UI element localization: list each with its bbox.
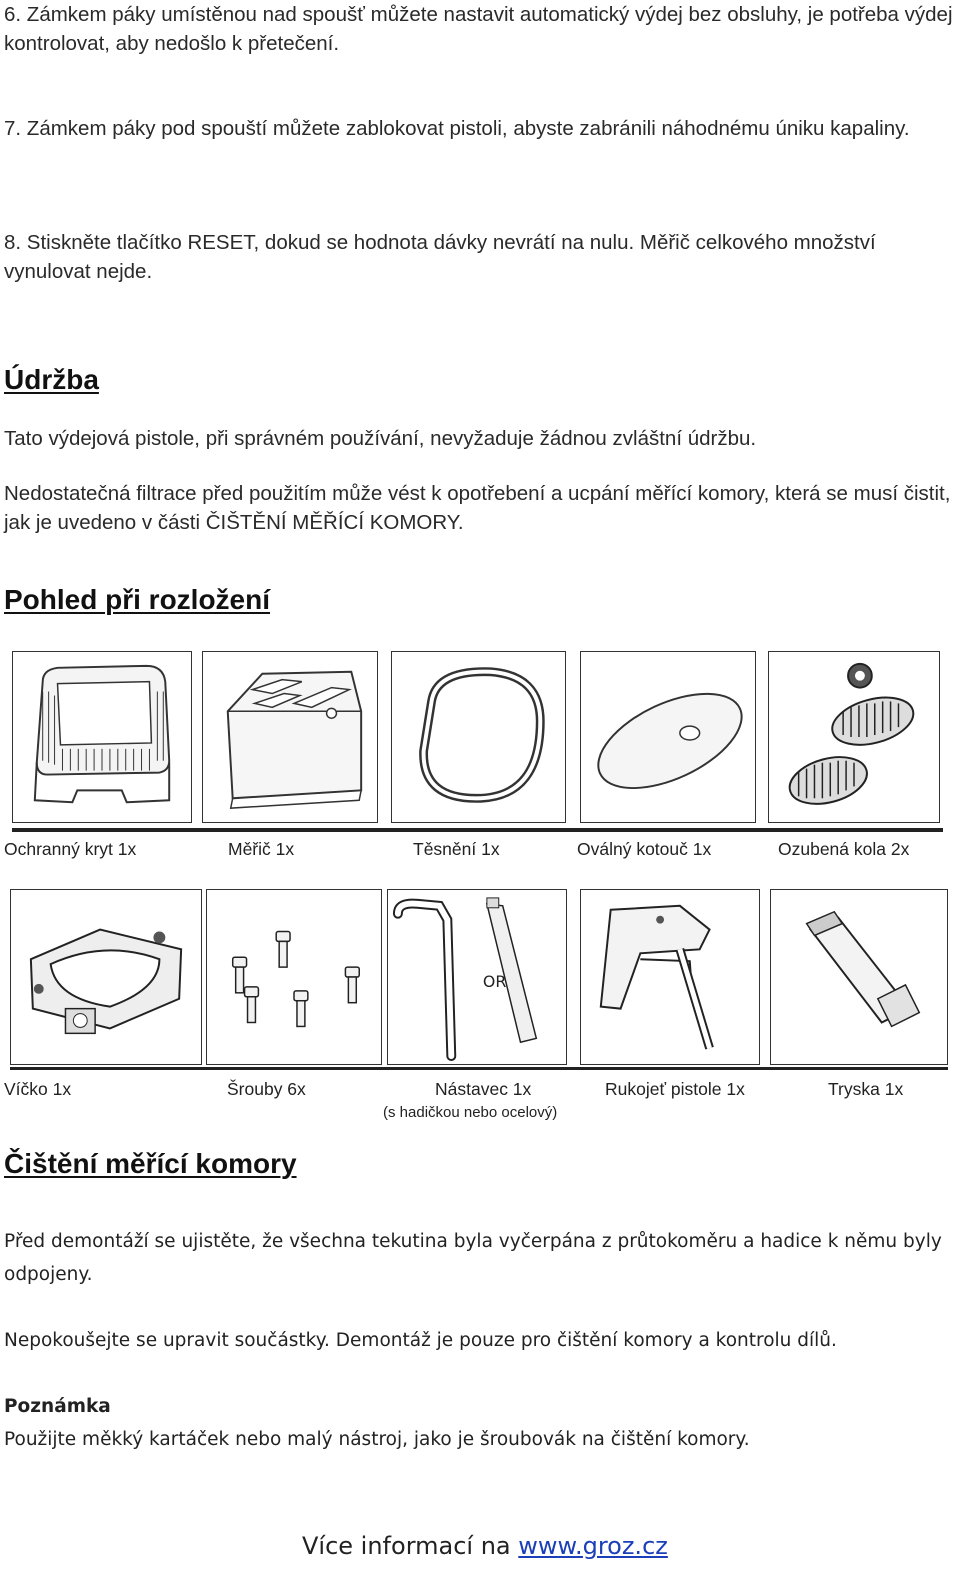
part-image-gears xyxy=(768,651,940,823)
protective-cover-icon xyxy=(13,652,191,822)
part-image-gun-handle xyxy=(580,889,760,1065)
footer-prefix: Více informací na xyxy=(302,1532,519,1560)
oval-disc-icon xyxy=(581,652,755,822)
caption-extension-note: (s hadičkou nebo ocelový) xyxy=(383,1104,558,1121)
maintenance-heading: Údržba xyxy=(4,364,99,395)
meter-icon xyxy=(203,652,377,822)
part-image-oval-disc xyxy=(580,651,756,823)
nozzle-icon xyxy=(771,890,947,1064)
instruction-item-6: 6. Zámkem páky umístěnou nad spoušť můžete nastavit automatický výdej bez obsluhy, je potřeba výdej kontrolovat, aby nedošlo k přetečení. xyxy=(4,3,953,55)
caption-oval-disc: Oválný kotouč 1x xyxy=(577,839,712,859)
caption-gun-handle: Rukojeť pistole 1x xyxy=(605,1079,745,1099)
maintenance-text-1: Tato výdejová pistole, při správném používání, nevyžaduje žádnou zvláštní údržbu. xyxy=(4,427,757,450)
footer-link[interactable]: www.groz.cz xyxy=(518,1532,668,1560)
part-image-nozzle xyxy=(770,889,948,1065)
part-image-meter xyxy=(202,651,378,823)
cap-icon xyxy=(11,890,201,1064)
part-image-gasket xyxy=(391,651,566,823)
caption-extension: Nástavec 1x xyxy=(435,1079,532,1099)
gasket-icon xyxy=(392,652,565,822)
instruction-item-8: 8. Stiskněte tlačítko RESET, dokud se hodnota dávky nevrátí na nulu. Měřič celkového množství vynulovat nejde. xyxy=(4,231,876,283)
caption-meter: Měřič 1x xyxy=(228,839,295,859)
extension-icon xyxy=(388,890,566,1064)
note-text: Použijte měkký kartáček nebo malý nástroj, jako je šroubovák na čištění komory. xyxy=(4,1429,750,1450)
gun-handle-icon xyxy=(581,890,759,1064)
caption-screws: Šrouby 6x xyxy=(227,1079,306,1099)
caption-gears: Ozubená kola 2x xyxy=(778,839,910,859)
row-2-divider xyxy=(10,1067,948,1070)
cleaning-text-1: Před demontáží se ujistěte, že všechna tekutina byla vyčerpána z průtokoměru a hadice k němu byly odpojeny. xyxy=(4,1231,942,1285)
footer xyxy=(302,1532,668,1560)
maintenance-text-2: Nedostatečná filtrace před použitím může vést k opotřebení a ucpání měřící komory, která se musí čistit, jak je uvedeno v části ČIŠTĚNÍ MĚŘÍCÍ KOMORY. xyxy=(4,482,951,534)
instruction-item-7: 7. Zámkem páky pod spouští můžete zablokovat pistoli, abyste zabránili náhodnému úniku kapaliny. xyxy=(4,117,910,140)
part-image-screws xyxy=(206,889,382,1065)
screws-icon xyxy=(207,890,381,1064)
cleaning-heading: Čištění měřící komory xyxy=(4,1148,297,1179)
caption-nozzle: Tryska 1x xyxy=(828,1079,904,1099)
gears-icon xyxy=(769,652,939,822)
part-image-protective-cover xyxy=(12,651,192,823)
caption-cap: Víčko 1x xyxy=(4,1079,72,1099)
caption-gasket: Těsnění 1x xyxy=(413,839,500,859)
or-label: OR xyxy=(482,971,507,991)
caption-protective-cover: Ochranný kryt 1x xyxy=(4,839,137,859)
part-image-cap xyxy=(10,889,202,1065)
cleaning-text-2: Nepokoušejte se upravit součástky. Demontáž je pouze pro čištění komory a kontrolu dílů. xyxy=(4,1330,837,1351)
exploded-view-heading: Pohled při rozložení xyxy=(4,584,271,615)
row-1-divider xyxy=(12,828,943,832)
note-title: Poznámka xyxy=(4,1396,111,1417)
part-image-extension xyxy=(387,889,567,1065)
